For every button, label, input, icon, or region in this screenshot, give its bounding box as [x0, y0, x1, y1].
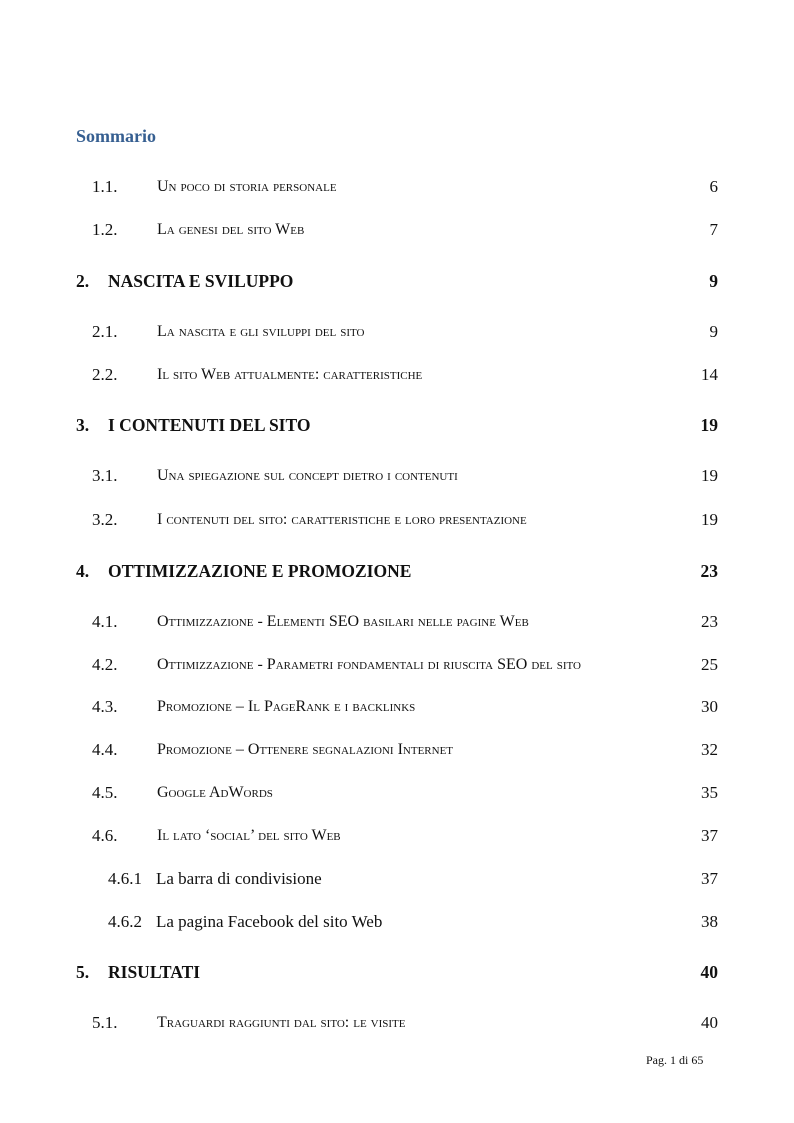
toc-entry-number: 3. [76, 414, 90, 435]
toc-title: Sommario [76, 126, 156, 146]
toc-entry-label: Promozione – Ottenere segnalazioni Internet [157, 741, 454, 758]
toc-entry-label: La nascita e gli sviluppi del sito [157, 323, 365, 340]
toc-entry-label: Una spiegazione sul concept dietro i contenuti [157, 467, 458, 484]
toc-entry-label: Il lato ‘social’ del sito Web [157, 827, 341, 844]
toc-entry-page: 40 [700, 961, 718, 982]
toc-entry-page: 6 [709, 177, 718, 196]
toc-chapter [76, 269, 718, 293]
page-number-footer: Pag. 1 di 65 [646, 1053, 704, 1067]
toc-entry-number: 4.5. [92, 783, 118, 802]
toc-entry-number: 4. [76, 560, 90, 581]
toc-entry-page: 40 [701, 1013, 718, 1032]
toc-entry-number: 4.6.2 [108, 912, 142, 931]
toc-chapter [76, 559, 718, 583]
toc-entry-label: Un poco di storia personale [157, 178, 337, 195]
toc-subentry [76, 910, 718, 934]
toc-entry [76, 464, 718, 488]
toc-entry-number: 1.1. [92, 177, 118, 196]
toc-entry-page: 14 [701, 365, 718, 384]
toc-entry-page: 19 [700, 414, 718, 435]
toc-entry-number: 4.6.1 [108, 869, 142, 888]
toc-entry-page: 35 [701, 783, 718, 802]
toc-entry-number: 1.2. [92, 220, 118, 239]
toc-entry-number: 4.2. [92, 655, 118, 674]
toc-chapter [76, 960, 718, 984]
toc-subentry [76, 867, 718, 891]
toc-entry-page: 30 [701, 697, 718, 716]
toc-entry-page: 9 [709, 322, 718, 341]
toc-entry-number: 2. [76, 270, 90, 291]
toc-entry-label: Google AdWords [157, 784, 273, 801]
toc-entry-page: 23 [701, 612, 718, 631]
toc-entry-number: 2.1. [92, 322, 118, 341]
toc-entry-label: Ottimizzazione - Parametri fondamentali di riuscita SEO del sito [157, 656, 581, 673]
toc-entry-label: Promozione – Il PageRank e i backlinks [157, 698, 416, 715]
toc-entry-page: 23 [700, 560, 718, 581]
toc-entry-page: 25 [701, 655, 718, 674]
toc-entry-page: 37 [701, 869, 718, 888]
toc-entry-label: La genesi del sito Web [157, 221, 305, 238]
toc-entry-label: I contenuti del sito: caratteristiche e loro presentazione [157, 511, 527, 528]
toc-entry-number: 4.4. [92, 740, 118, 759]
toc-entry [76, 824, 718, 848]
toc-entry [76, 610, 718, 634]
toc-entry [76, 218, 718, 242]
toc-entry-page: 37 [701, 826, 718, 845]
toc-entry-label: I CONTENUTI DEL SITO [108, 414, 311, 435]
toc-entry-page: 9 [709, 270, 718, 291]
toc-entry-page: 19 [701, 466, 718, 485]
toc-entry-number: 5.1. [92, 1013, 118, 1032]
toc-entry-number: 4.3. [92, 697, 118, 716]
toc-entry-label: RISULTATI [108, 961, 201, 982]
toc-entry [76, 781, 718, 805]
toc-entry [76, 695, 718, 719]
toc-entry [76, 508, 718, 532]
toc-entry-label: Traguardi raggiunti dal sito: le visite [157, 1014, 406, 1031]
toc-entry-label: NASCITA E SVILUPPO [108, 270, 294, 291]
toc-entry-number: 5. [76, 961, 90, 982]
toc-entry-label: Il sito Web attualmente: caratteristiche [157, 366, 423, 383]
toc-entry-label: La barra di condivisione [156, 869, 322, 888]
toc-entry [76, 175, 718, 199]
toc-entry [76, 320, 718, 344]
toc-entry [76, 653, 718, 677]
toc-chapter [76, 413, 718, 437]
toc-entry-page: 19 [701, 510, 718, 529]
toc-entry-page: 32 [701, 740, 718, 759]
toc-entry-page: 7 [709, 220, 718, 239]
toc-entry [76, 738, 718, 762]
toc-entry [76, 1011, 718, 1035]
toc-entry-number: 4.6. [92, 826, 118, 845]
toc-entry [76, 363, 718, 387]
toc-entry-label: OTTIMIZZAZIONE E PROMOZIONE [108, 560, 412, 581]
toc-entry-number: 3.2. [92, 510, 118, 529]
toc-entry-label: La pagina Facebook del sito Web [156, 912, 383, 931]
toc-entry-number: 4.1. [92, 612, 118, 631]
toc-entry-number: 3.1. [92, 466, 118, 485]
toc-entry-number: 2.2. [92, 365, 118, 384]
toc-entry-page: 38 [701, 912, 718, 931]
toc-entry-label: Ottimizzazione - Elementi SEO basilari nelle pagine Web [157, 613, 529, 630]
